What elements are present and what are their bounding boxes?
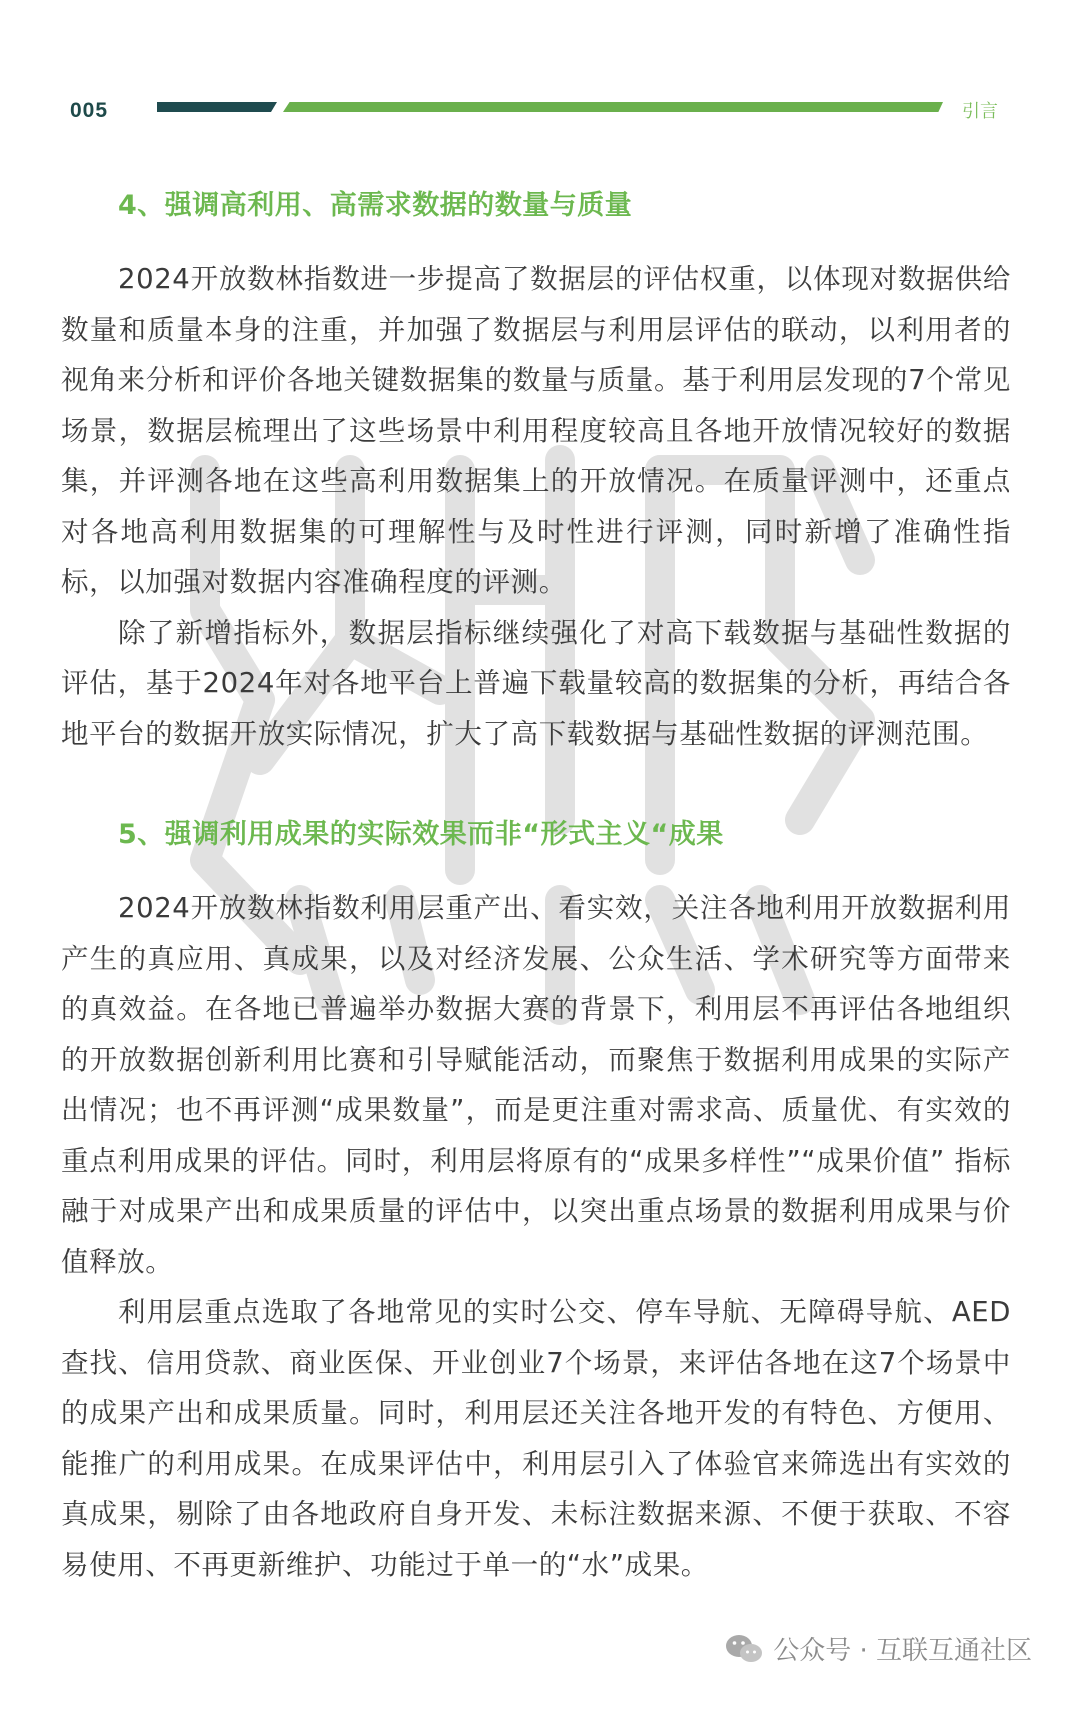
section4-paragraph-2: 除了新增指标外，数据层指标继续强化了对高下载数据与基础性数据的评估，基于2024年对各地平台上普遍下载量较高的数据集的分析，再结合各地平台的数据开放实际情况，扩大了高下载数据与基础性数据的评测范围。: [61, 616, 1011, 750]
header-bar-green: [283, 102, 943, 112]
wechat-icon: [725, 1633, 763, 1665]
section5-paragraph-2: 利用层重点选取了各地常见的实时公交、停车导航、无障碍导航、AED查找、信用贷款、商业医保、开业创业7个场景，来评估各地在这7个场景中的成果产出和成果质量。同时，利用层还关注各地开发的有特色、方便用、能推广的利用成果。在成果评估中，利用层引入了体验官来筛选出有实效的真成果，剔除了由各地政府自身开发、未标注数据来源、不便于获取、不容易使用、不再更新维护、功能过于单一的“水”成果。: [61, 1296, 1011, 1581]
main-content: [61, 180, 1011, 1590]
wechat-account-label: [725, 1630, 1032, 1667]
wechat-label-text: 公众号 · 互联互通社区: [773, 1636, 1032, 1666]
page-number: 005: [70, 99, 109, 122]
section4-paragraph-1: 2024开放数林指数进一步提高了数据层的评估权重，以体现对数据供给数量和质量本身的注重，并加强了数据层与利用层评估的联动，以利用者的视角来分析和评价各地关键数据集的数量与质量。基于利用层发现的7个常见场景，数据层梳理出了这些场景中利用程度较高且各地开放情况较好的数据集，并评测各地在这些高利用数据集上的开放情况。在质量评测中，还重点对各地高利用数据集的可理解性与及时性进行评测，同时新增了准确性指标，以加强对数据内容准确程度的评测。: [61, 263, 1011, 598]
header-bar-dark: [157, 102, 277, 112]
section-label: 引言: [962, 101, 998, 122]
section-heading-4: 4、强调高利用、高需求数据的数量与质量: [118, 190, 633, 221]
section5-paragraph-1: 2024开放数林指数利用层重产出、看实效，关注各地利用开放数据利用产生的真应用、真成果，以及对经济发展、公众生活、学术研究等方面带来的真效益。在各地已普遍举办数据大赛的背景下，利用层不再评估各地组织的开放数据创新利用比赛和引导赋能活动，而聚焦于数据利用成果的实际产出情况；也不再评测“成果数量”，而是更注重对需求高、质量优、有实效的重点利用成果的评估。同时，利用层将原有的“成果多样性”“成果价值” 指标融于对成果产出和成果质量的评估中，以突出重点场景的数据利用成果与价值释放。: [61, 892, 1011, 1278]
section-heading-5: 5、强调利用成果的实际效果而非“形式主义“成果: [118, 819, 724, 850]
page-header: [0, 0, 1080, 140]
